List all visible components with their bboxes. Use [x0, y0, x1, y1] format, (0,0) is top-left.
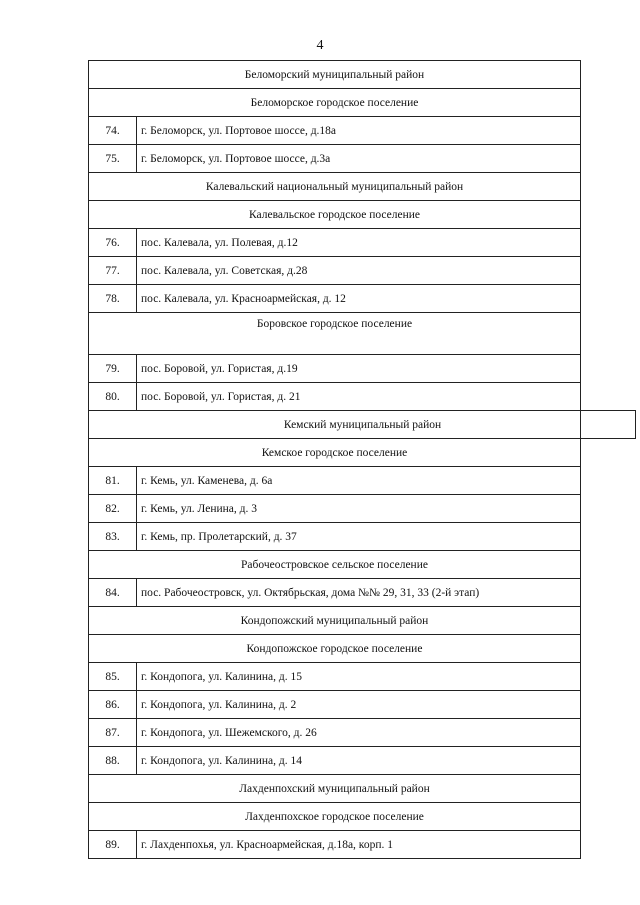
row-number: 76.	[89, 229, 137, 257]
table-row	[89, 747, 581, 775]
row-number: 83.	[89, 523, 137, 551]
district-title: Лахденпохский муниципальный район	[89, 775, 581, 803]
district-row	[89, 411, 581, 439]
row-address: г. Лахденпохья, ул. Красноармейская, д.18а, корп. 1	[137, 831, 581, 859]
row-address: пос. Боровой, ул. Гористая, д.19	[137, 355, 581, 383]
settlement-row	[89, 551, 581, 579]
district-title: Кемский муниципальный район	[283, 418, 442, 431]
district-title: Кондопожский муниципальный район	[89, 607, 581, 635]
settlement-title: Кондопожское городское поселение	[89, 635, 581, 663]
row-address: пос. Калевала, ул. Красноармейская, д. 12	[137, 285, 581, 313]
settlement-row	[89, 439, 581, 467]
settlement-row	[89, 201, 581, 229]
table-row	[89, 285, 581, 313]
table-row	[89, 663, 581, 691]
settlement-row	[89, 635, 581, 663]
row-address: г. Кемь, пр. Пролетарский, д. 37	[137, 523, 581, 551]
cell-border-extension	[579, 410, 636, 439]
table-row	[89, 229, 581, 257]
row-number: 86.	[89, 691, 137, 719]
row-number: 85.	[89, 663, 137, 691]
row-number: 75.	[89, 145, 137, 173]
district-cell	[89, 411, 581, 439]
table-row	[89, 467, 581, 495]
row-number: 77.	[89, 257, 137, 285]
settlement-title: Боровское городское поселение	[89, 313, 581, 355]
row-address: пос. Рабочеостровск, ул. Октябрьская, дома №№ 29, 31, 33 (2-й этап)	[137, 579, 581, 607]
row-address: г. Кондопога, ул. Калинина, д. 2	[137, 691, 581, 719]
row-number: 82.	[89, 495, 137, 523]
settlement-row	[89, 89, 581, 117]
settlement-row	[89, 803, 581, 831]
district-row	[89, 173, 581, 201]
table-row	[89, 831, 581, 859]
district-row	[89, 61, 581, 89]
row-address: г. Кондопога, ул. Калинина, д. 14	[137, 747, 581, 775]
row-number: 81.	[89, 467, 137, 495]
row-number: 79.	[89, 355, 137, 383]
row-address: г. Беломорск, ул. Портовое шоссе, д.3а	[137, 145, 581, 173]
table-row	[89, 117, 581, 145]
row-number: 78.	[89, 285, 137, 313]
row-address: г. Кемь, ул. Каменева, д. 6а	[137, 467, 581, 495]
table-row	[89, 579, 581, 607]
row-address: г. Кондопога, ул. Калинина, д. 15	[137, 663, 581, 691]
district-row	[89, 775, 581, 803]
row-number: 87.	[89, 719, 137, 747]
district-row	[89, 607, 581, 635]
settlement-title: Беломорское городское поселение	[89, 89, 581, 117]
row-number: 84.	[89, 579, 137, 607]
row-number: 74.	[89, 117, 137, 145]
row-address: г. Беломорск, ул. Портовое шоссе, д.18а	[137, 117, 581, 145]
row-address: г. Кемь, ул. Ленина, д. 3	[137, 495, 581, 523]
row-address: пос. Калевала, ул. Полевая, д.12	[137, 229, 581, 257]
settlement-row	[89, 313, 581, 355]
row-number: 88.	[89, 747, 137, 775]
table-row	[89, 719, 581, 747]
district-title: Беломорский муниципальный район	[89, 61, 581, 89]
settlement-title: Лахденпохское городское поселение	[89, 803, 581, 831]
row-number: 80.	[89, 383, 137, 411]
row-number: 89.	[89, 831, 137, 859]
table-row	[89, 691, 581, 719]
district-title: Калевальский национальный муниципальный район	[89, 173, 581, 201]
settlement-title: Калевальское городское поселение	[89, 201, 581, 229]
table-row	[89, 523, 581, 551]
page-number: 4	[316, 38, 324, 53]
settlement-title: Кемское городское поселение	[89, 439, 581, 467]
row-address: г. Кондопога, ул. Шежемского, д. 26	[137, 719, 581, 747]
row-address: пос. Калевала, ул. Советская, д.28	[137, 257, 581, 285]
settlement-title: Рабочеостровское сельское поселение	[89, 551, 581, 579]
row-address: пос. Боровой, ул. Гористая, д. 21	[137, 383, 581, 411]
table-row	[89, 495, 581, 523]
table-row	[89, 145, 581, 173]
table-row	[89, 383, 581, 411]
address-table	[88, 60, 581, 859]
table-row	[89, 355, 581, 383]
table-row	[89, 257, 581, 285]
